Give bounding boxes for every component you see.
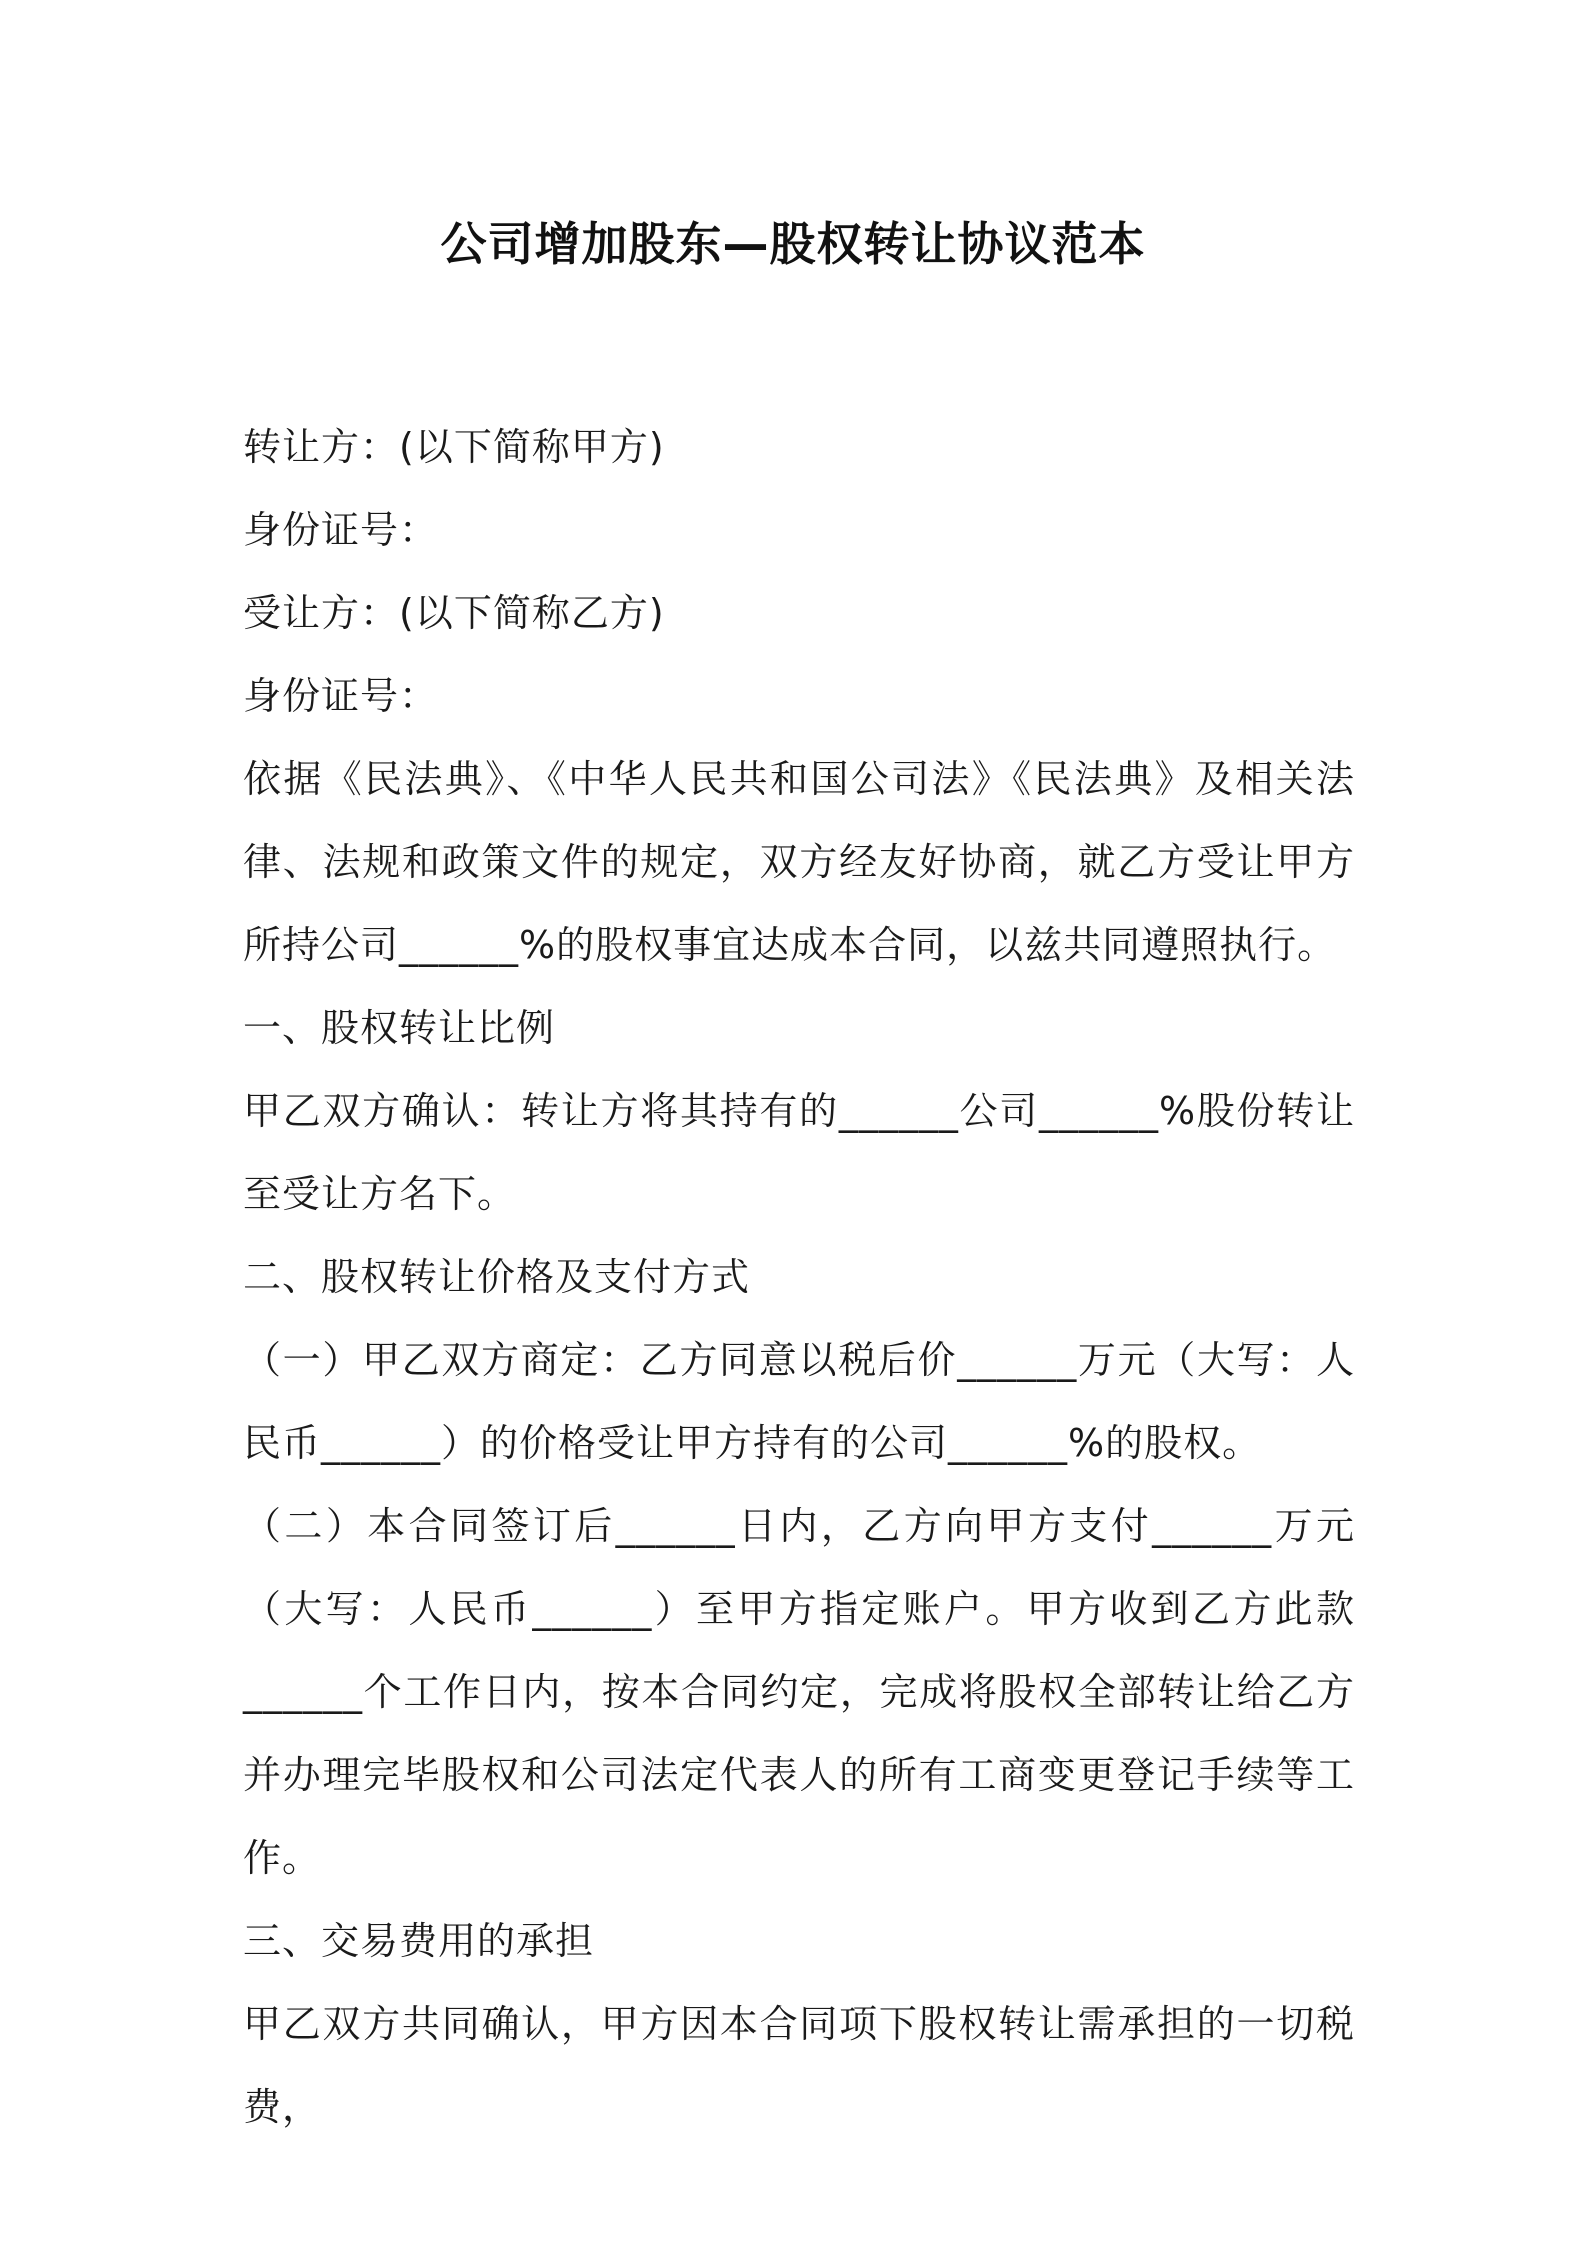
preamble-paragraph: 依据《民法典》、《中华人民共和国公司法》《民法典》及相关法律、法规和政策文件的规定，双方经友好协商，就乙方受让甲方所持公司______%的股权事宜达成本合同，以兹共同遵照执行。: [243, 757, 1355, 967]
document-body: [243, 406, 1355, 2149]
transferor-id-line: 身份证号：: [243, 508, 439, 552]
transferee-line: 受让方：(以下简称乙方): [243, 591, 665, 635]
transferor-line: 转让方：(以下简称甲方): [243, 425, 665, 469]
section-2-clause-1: （一）甲乙双方商定：乙方同意以税后价______万元（大写：人民币______）的价格受让甲方持有的公司______%的股权。: [243, 1338, 1355, 1465]
section-3-paragraph: 甲乙双方共同确认，甲方因本合同项下股权转让需承担的一切税费，: [243, 2002, 1355, 2129]
transferee-id-line: 身份证号：: [243, 674, 439, 718]
section-1-paragraph: 甲乙双方确认：转让方将其持有的______公司______%股份转让至受让方名下。: [243, 1089, 1355, 1216]
section-heading-1: 一、股权转让比例: [243, 1006, 556, 1050]
section-heading-2: 二、股权转让价格及支付方式: [243, 1255, 751, 1299]
document-title: 公司增加股东—股权转让协议范本: [440, 217, 1146, 271]
section-2-clause-2: （二）本合同签订后______日内，乙方向甲方支付______万元（大写：人民币______）至甲方指定账户。甲方收到乙方此款______个工作日内，按本合同约定，完成将股权全部转让给乙方并办理完毕股权和公司法定代表人的所有工商变更登记手续等工作。: [243, 1504, 1355, 1880]
section-heading-3: 三、交易费用的承担: [243, 1919, 595, 1963]
